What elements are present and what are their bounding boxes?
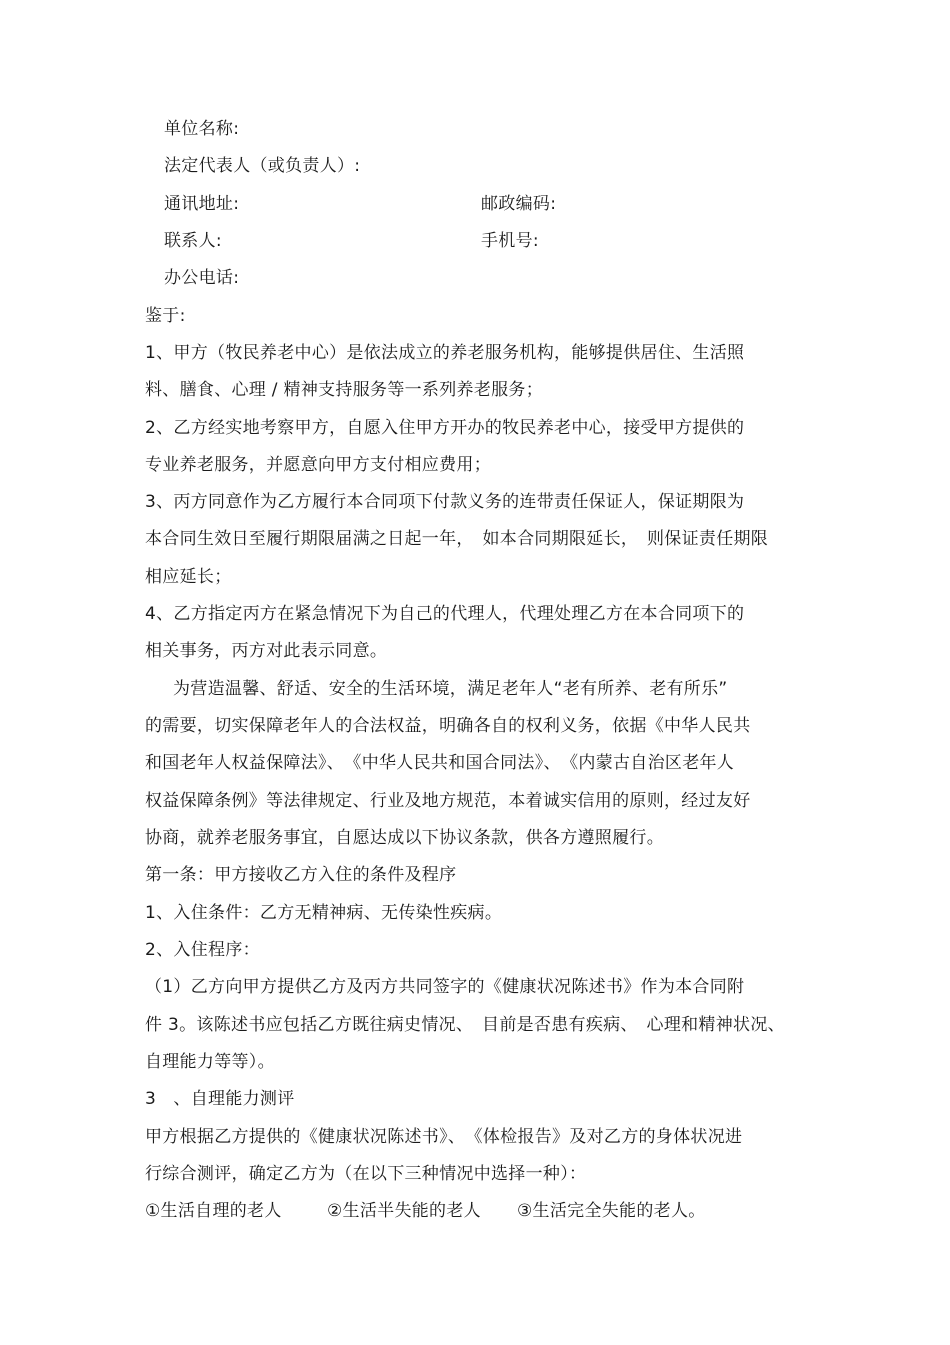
office-phone-label: 办公电话: (164, 268, 240, 288)
admission-procedure-title: 2、入住程序： (145, 940, 260, 960)
article-1-title: 第一条：甲方接收乙方入住的条件及程序 (145, 865, 457, 885)
assessment-line-2: 行综合测评，确定乙方为（在以下三种情况中选择一种）： (145, 1164, 587, 1184)
self-care-assessment-title: 3 、自理能力测评 (145, 1089, 295, 1109)
whereas-item-3-line-3: 相应延长； (145, 567, 232, 587)
procedure-step-1-line-3: 自理能力等等）。 (145, 1052, 275, 1072)
address-label: 通讯地址: (164, 194, 240, 214)
whereas-item-1-line-2: 料、膳食、心理 / 精神支持服务等一系列养老服务； (145, 380, 544, 400)
preamble-line-5: 协商，就养老服务事宜，自愿达成以下协议条款，供各方遵照履行。 (145, 828, 664, 848)
mobile-label: 手机号: (481, 231, 539, 251)
whereas-item-1-line-1: 1、甲方（牧民养老中心）是依法成立的养老服务机构，能够提供居住、生活照 (145, 343, 745, 363)
whereas-item-4-line-2: 相关事务，丙方对此表示同意。 (145, 641, 388, 661)
admission-conditions: 1、入住条件：乙方无精神病、无传染性疾病。 (145, 903, 503, 923)
preamble-line-4: 权益保障条例》等法律规定、行业及地方规范，本着诚实信用的原则，经过友好 (145, 791, 751, 811)
option-semi-disabled: ②生活半失能的老人 (327, 1201, 481, 1221)
assessment-line-1: 甲方根据乙方提供的《健康状况陈述书》、 《体检报告》及对乙方的身体状况进 (145, 1127, 743, 1147)
procedure-step-1-line-2: 件 3。该陈述书应包括乙方既往病史情况、 目前是否患有疾病、 心理和精神状况、 (145, 1015, 785, 1035)
whereas-item-4-line-1: 4、乙方指定丙方在紧急情况下为自己的代理人，代理处理乙方在本合同项下的 (145, 604, 745, 624)
whereas-title: 鉴于: (145, 306, 186, 326)
preamble-line-2: 的需要，切实保障老年人的合法权益，明确各自的权利义务，依据《中华人民共 (145, 716, 751, 736)
whereas-item-3-line-1: 3、丙方同意作为乙方履行本合同项下付款义务的连带责任保证人，保证期限为 (145, 492, 745, 512)
whereas-item-2-line-1: 2、乙方经实地考察甲方，自愿入住甲方开办的牧民养老中心，接受甲方提供的 (145, 418, 745, 438)
preamble-line-3: 和国老年人权益保障法》、 《中华人民共和国合同法》、 《内蒙古自治区老年人 (145, 753, 735, 773)
postcode-label: 邮政编码: (481, 194, 557, 214)
procedure-step-1-line-1: （1）乙方向甲方提供乙方及丙方共同签字的《健康状况陈述书》作为本合同附 (145, 977, 745, 997)
option-self-care: ①生活自理的老人 (145, 1201, 282, 1221)
option-fully-disabled: ③生活完全失能的老人。 (517, 1201, 706, 1221)
whereas-item-2-line-2: 专业养老服务，并愿意向甲方支付相应费用； (145, 455, 491, 475)
unit-name-label: 单位名称: (164, 119, 240, 139)
contact-label: 联系人: (164, 231, 222, 251)
whereas-item-3-line-2: 本合同生效日至履行期限届满之日起一年， 如本合同期限延长， 则保证责任期限 (145, 529, 769, 549)
legal-rep-label: 法定代表人（或负责人）: (164, 156, 361, 176)
preamble-line-1: 为营造温馨、舒适、安全的生活环境，满足老年人“老有所养、老有所乐” (173, 679, 728, 699)
